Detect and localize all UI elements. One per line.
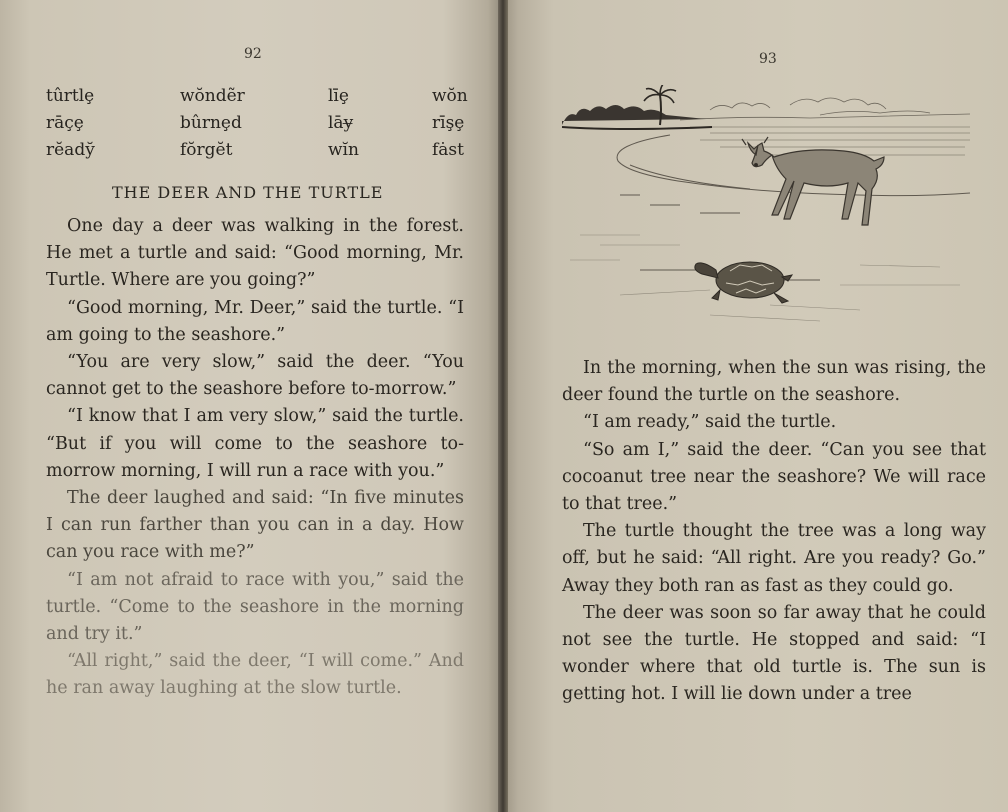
paragraph: “I am not afraid to race with you,” said the turtle. “Come to the seashore in the morning and try it.”: [46, 569, 464, 645]
book-gutter: [498, 0, 508, 812]
paragraph: “All right,” said the deer, “I will come.” And he ran away laughing at the slow turtle.: [46, 651, 464, 699]
paragraph: “Good morning, Mr. Deer,” said the turtle. “I am going to the seashore.”: [46, 297, 464, 345]
paragraph: In the morning, when the sun was rising, the deer found the turtle on the seashore.: [562, 358, 986, 406]
paragraph: “So am I,” said the deer. “Can you see that cocoanut tree near the seashore? We will race to that tree.”: [562, 439, 986, 515]
word-list-item: wŏn: [432, 86, 468, 106]
paragraph: “You are very slow,” said the deer. “You cannot get to the seashore before to-morrow.”: [46, 352, 464, 400]
left-page: [0, 0, 503, 812]
word-list-item: wŏndẽr: [180, 86, 245, 106]
deer-figure: [742, 137, 884, 225]
paragraph: The turtle thought the tree was a long way off, but he said: “All right. Are you ready? Go.” Away they both ran as fast as they could go.: [562, 521, 986, 596]
paragraph: The deer laughed and said: “In five minutes I can run farther than you can in a day. How can you race with me?”: [46, 488, 464, 563]
word-list-item: bûrnȩd: [180, 113, 242, 133]
paragraph: The deer was soon so far away that he could not see the turtle. He stopped and said: “I wonder where that old turtle is. The sun is getting hot. I will lie down under a tree: [562, 602, 986, 705]
word-list-item: wĭn: [328, 140, 359, 160]
word-list-item: līȩ: [328, 86, 349, 106]
page-number-left: 92: [244, 46, 262, 62]
word-list-item: rĕady̆: [46, 140, 95, 160]
right-page-text: [562, 355, 986, 709]
page-number-right: 93: [759, 51, 777, 67]
word-list-item: tûrtlȩ: [46, 86, 95, 106]
word-list-item: lāy̶: [328, 113, 354, 133]
deer-turtle-illustration: [560, 85, 972, 330]
word-list-item: fŏrgĕt: [180, 140, 233, 160]
turtle-figure: [695, 262, 792, 303]
island-trees: [562, 85, 712, 129]
word-list-item: rāçȩ: [46, 113, 84, 133]
paragraph: “I know that I am very slow,” said the turtle. “But if you will come to the seashore to-morrow morning, I will run a race with you.”: [46, 406, 464, 481]
clouds: [680, 98, 970, 120]
word-list: [46, 84, 466, 162]
paragraph: One day a deer was walking in the forest. He met a turtle and said: “Good morning, Mr. Turtle. Where are you going?”: [46, 216, 464, 291]
left-page-text: [46, 213, 464, 703]
paragraph: “I am ready,” said the turtle.: [583, 412, 837, 433]
story-title: THE DEER AND THE TURTLE: [112, 183, 384, 202]
word-list-item: fȧst: [432, 140, 464, 160]
word-list-item: rīşȩ: [432, 113, 465, 133]
